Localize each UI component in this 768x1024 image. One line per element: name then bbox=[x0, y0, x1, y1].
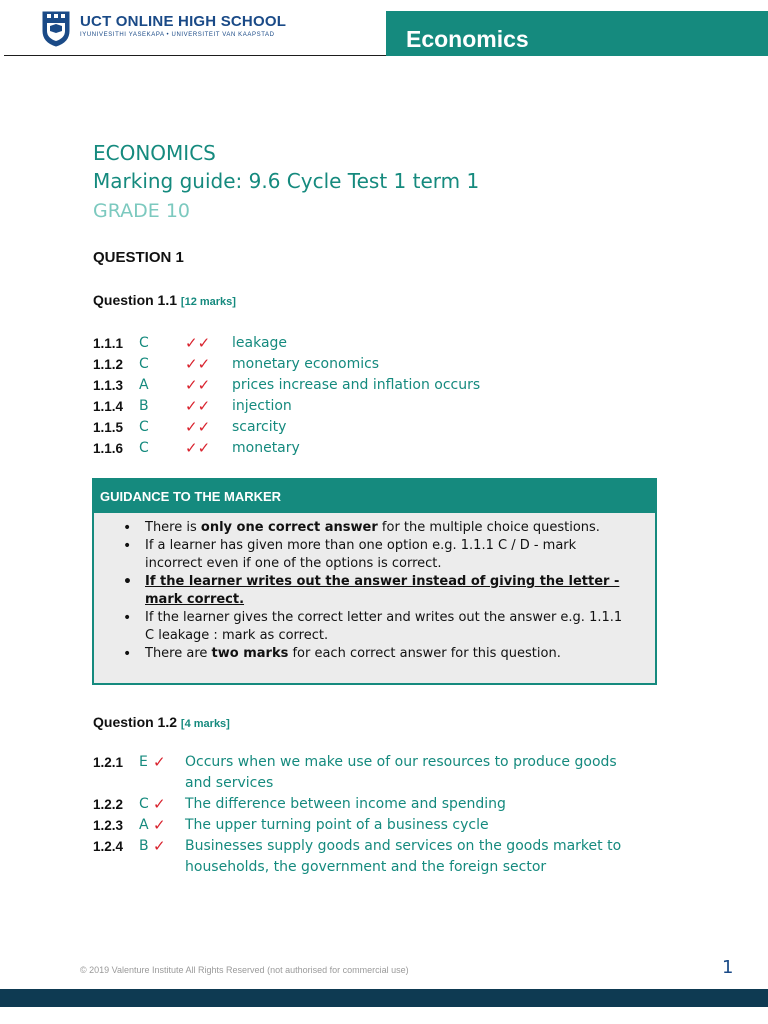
answer-text: The upper turning point of a business cycle bbox=[185, 817, 489, 833]
question-1-2-label bbox=[93, 714, 230, 730]
guidance-item: • There is only one correct answer for the multiple choice questions. bbox=[145, 519, 635, 537]
answer-number: 1.2.2 bbox=[93, 797, 124, 812]
answer-letter: C bbox=[139, 356, 149, 372]
tick-marks-icon: ✓✓ bbox=[185, 397, 211, 415]
answer-text: scarcity bbox=[232, 419, 287, 435]
footer-bar bbox=[0, 989, 768, 1007]
page-number: 1 bbox=[722, 957, 734, 978]
answer-number: 1.1.2 bbox=[93, 357, 124, 372]
guidance-item: • If the learner gives the correct letter and writes out the answer e.g. 1.1.1 C leakage : mark as correct. bbox=[145, 609, 635, 645]
tick-marks-icon: ✓✓ bbox=[185, 355, 211, 373]
answer-letter: B bbox=[139, 838, 149, 854]
answer-text: monetary bbox=[232, 440, 300, 456]
guidance-item: • If a learner has given more than one option e.g. 1.1.1 C / D - mark incorrect even if one of the options is correct. bbox=[145, 537, 635, 573]
doc-title-subject: ECONOMICS bbox=[93, 141, 216, 165]
tick-mark-icon: ✓ bbox=[153, 816, 166, 834]
answer-letter: A bbox=[139, 817, 149, 833]
question-1-1-marks: [12 marks] bbox=[180, 296, 236, 308]
answer-text: monetary economics bbox=[232, 356, 380, 372]
tick-marks-icon: ✓✓ bbox=[185, 439, 211, 457]
school-subtitle: IYUNIVESITHI YASEKAPA • UNIVERSITEIT VAN KAAPSTAD bbox=[80, 32, 275, 38]
question-1-2-marks: [4 marks] bbox=[180, 718, 230, 730]
tick-marks-icon: ✓✓ bbox=[185, 376, 211, 394]
answer-letter: C bbox=[139, 440, 149, 456]
answer-letter: B bbox=[139, 398, 149, 414]
answer-letter: C bbox=[139, 796, 149, 812]
school-name: UCT ONLINE HIGH SCHOOL bbox=[80, 13, 287, 30]
answer-number: 1.1.3 bbox=[93, 378, 124, 393]
answer-text: The difference between income and spending bbox=[185, 796, 506, 812]
answer-number: 1.1.4 bbox=[93, 399, 124, 414]
answer-letter: A bbox=[139, 377, 149, 393]
answer-number: 1.2.1 bbox=[93, 755, 124, 770]
uct-shield-icon bbox=[42, 11, 70, 47]
answer-letter: C bbox=[139, 419, 149, 435]
copyright-notice: © 2019 Valenture Institute All Rights Reserved (not authorised for commercial use) bbox=[80, 965, 409, 975]
header-divider bbox=[4, 55, 386, 56]
question-heading: QUESTION 1 bbox=[93, 249, 184, 266]
answer-number: 1.2.4 bbox=[93, 839, 124, 854]
guidance-item-emphasis: • If the learner writes out the answer instead of giving the letter - mark correct. bbox=[145, 573, 635, 609]
answer-number: 1.1.6 bbox=[93, 441, 124, 456]
tick-marks-icon: ✓✓ bbox=[185, 334, 211, 352]
answer-text: prices increase and inflation occurs bbox=[232, 377, 481, 393]
tick-mark-icon: ✓ bbox=[153, 795, 166, 813]
answer-text: leakage bbox=[232, 335, 288, 351]
answer-text: Occurs when we make use of our resources to produce goods and services bbox=[185, 754, 617, 791]
guidance-item: • There are two marks for each correct answer for this question. bbox=[145, 645, 635, 663]
subject-banner bbox=[386, 11, 768, 56]
question-1-1-title: Question 1.1 bbox=[93, 292, 178, 308]
answer-number: 1.1.1 bbox=[93, 336, 124, 351]
answer-text: Businesses supply goods and services on the goods market to households, the government and the foreign sector bbox=[185, 838, 622, 875]
tick-marks-icon: ✓✓ bbox=[185, 418, 211, 436]
answer-text: injection bbox=[232, 398, 292, 414]
subject-title: Economics bbox=[406, 26, 529, 52]
answer-number: 1.1.5 bbox=[93, 420, 124, 435]
tick-mark-icon: ✓ bbox=[153, 753, 166, 771]
school-logo bbox=[42, 11, 286, 47]
question-1-1-label bbox=[93, 292, 236, 308]
answer-number: 1.2.3 bbox=[93, 818, 124, 833]
guidance-list bbox=[94, 519, 655, 663]
answer-letter: E bbox=[139, 754, 148, 770]
answer-letter: C bbox=[139, 335, 149, 351]
marker-guidance-box bbox=[92, 478, 657, 685]
guidance-heading: GUIDANCE TO THE MARKER bbox=[94, 480, 655, 513]
question-1-2-title: Question 1.2 bbox=[93, 714, 178, 730]
doc-title-guide: Marking guide: 9.6 Cycle Test 1 term 1 bbox=[93, 169, 480, 193]
doc-title-grade: GRADE 10 bbox=[93, 200, 191, 222]
tick-mark-icon: ✓ bbox=[153, 837, 166, 855]
